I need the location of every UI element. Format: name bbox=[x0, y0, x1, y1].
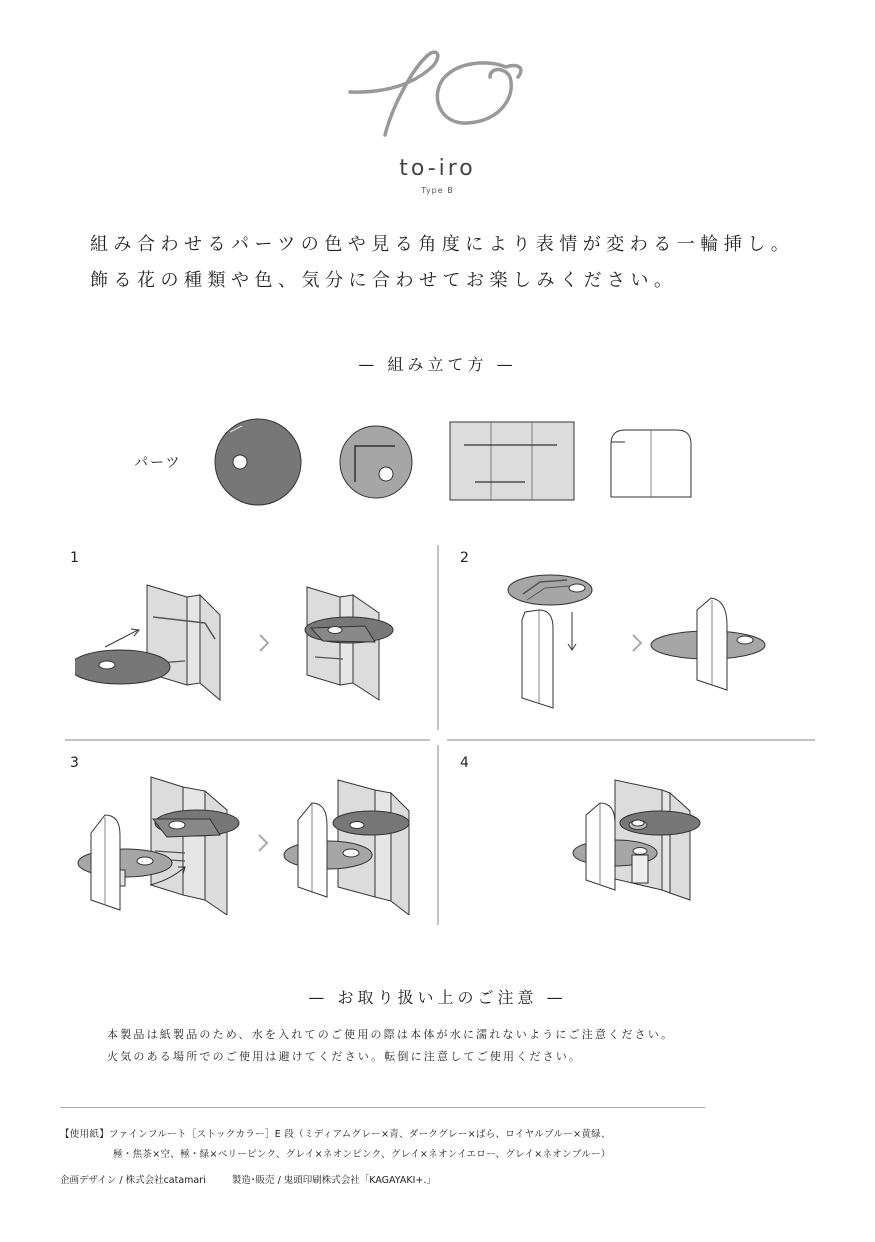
step-number-2: 2 bbox=[460, 550, 469, 566]
assembly-title: — 組み立て方 — bbox=[358, 355, 517, 374]
design-credit: 企画デザイン / 株式会社catamari bbox=[60, 1175, 206, 1186]
intro-line-2: 飾る花の種類や色、気分に合わせてお楽しみください。 bbox=[90, 270, 678, 291]
step-3-illustration bbox=[75, 775, 415, 915]
arch-panel-part bbox=[611, 430, 691, 497]
paper-spec-line-2: 極・焦茶×空、極・緑×ベリーピンク、グレイ×ネオンピンク、グレイ×ネオンイエロー、グレイ×ネオンブルー） bbox=[113, 1149, 611, 1160]
care-title: — お取り扱い上のご注意 — bbox=[308, 988, 567, 1007]
step-number-1: 1 bbox=[70, 550, 79, 566]
gray-circle-part bbox=[340, 426, 412, 498]
rect-panel-part bbox=[450, 422, 574, 500]
step-1-illustration bbox=[75, 575, 405, 710]
step-4-illustration bbox=[570, 775, 720, 910]
step-number-4: 4 bbox=[460, 755, 469, 771]
step-number-3: 3 bbox=[70, 755, 79, 771]
divider bbox=[60, 1107, 705, 1108]
intro-line-1: 組み合わせるパーツの色や見る角度により表情が変わる一輪挿し。 bbox=[90, 234, 795, 255]
step-2-illustration bbox=[495, 570, 795, 715]
to-iro-logo bbox=[340, 45, 540, 140]
care-line-1: 本製品は紙製品のため、水を入れてのご使用の際は本体が水に濡れないようにご注意ください。 bbox=[107, 1028, 675, 1041]
dark-circle-part bbox=[215, 419, 301, 505]
paper-spec-line-1: 【使用紙】ファインフルート［ストックカラー］E 段（ミディアムグレー×青、ダークグレー×ばら、ロイヤルブルー×黄緑、 bbox=[60, 1129, 611, 1140]
maker-credit: 製造･販売 / 鬼頭印刷株式会社「KAGAYAKI+.」 bbox=[231, 1175, 436, 1186]
parts-illustration bbox=[200, 410, 710, 510]
brand-subtitle: Type B bbox=[421, 186, 454, 195]
credits bbox=[60, 1172, 436, 1186]
care-line-2: 火気のある場所でのご使用は避けてください。転倒に注意してご使用ください。 bbox=[107, 1050, 583, 1063]
brand-name: to-iro bbox=[399, 156, 476, 181]
parts-label: パーツ bbox=[134, 455, 182, 471]
